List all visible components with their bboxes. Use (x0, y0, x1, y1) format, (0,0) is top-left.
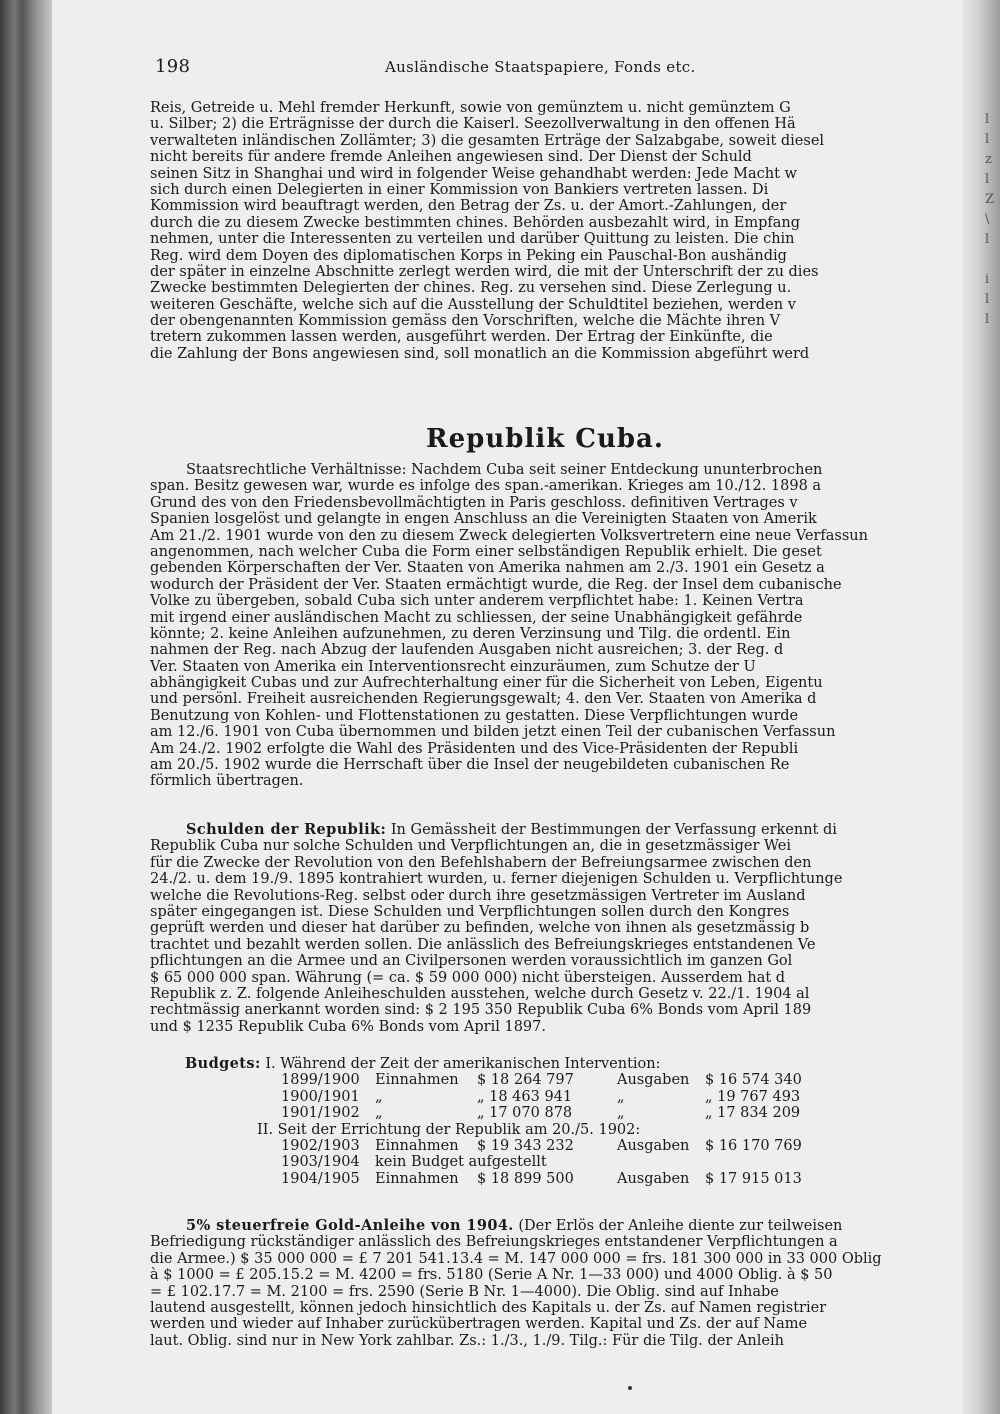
budget-ausgaben-amount: $ 16 574 340 (705, 1072, 802, 1089)
budget-table-ii (185, 1138, 935, 1187)
budget-year: 1902/1903 (281, 1137, 360, 1154)
text-line: trachtet und bezahlt werden sollen. Die anlässlich des Befreiungskrieges entstandenen Ve (150, 936, 816, 953)
text-line: durch die zu diesem Zwecke bestimmten chines. Behörden ausbezahlt wird, in Empfang (150, 214, 801, 231)
budget-ausgaben-label: Ausgaben (617, 1072, 690, 1089)
anleihe-first-line (150, 1218, 940, 1234)
text-line: rechtmässig anerkannt worden sind: $ 2 195 350 Republik Cuba 6% Bonds vom April 189 (150, 1002, 812, 1019)
text-line: könnte; 2. keine Anleihen aufzunehmen, zu deren Verzinsung und Tilg. die ordentl. Ein (150, 625, 791, 642)
ink-speck (628, 1386, 632, 1390)
text-line: à $ 1000 = £ 205.15.2 = M. 4200 = frs. 5180 (Serie A Nr. 1—33 000) und 4000 Oblig. à $ 50 (150, 1267, 833, 1284)
budget-einnahmen-label: Einnahmen (375, 1072, 459, 1089)
budget-row (185, 1072, 935, 1088)
text-line: sich durch einen Delegierten in einer Kommission von Bankiers vertreten lassen. Di (150, 181, 769, 198)
schulden-paragraph (150, 822, 940, 1035)
budget-ausgaben-label: Ausgaben (617, 1170, 690, 1187)
text-line: Republik Cuba nur solche Schulden und Verpflichtungen an, die in gesetzmässiger Wei (150, 838, 791, 855)
budget-row (185, 1138, 935, 1154)
text-line: und $ 1235 Republik Cuba 6% Bonds vom April 1897. (150, 1018, 546, 1035)
text-line: lautend ausgestellt, können jedoch hinsichtlich des Kapitals u. der Zs. auf Namen registrier (150, 1299, 827, 1316)
budget-einnahmen-label: „ (375, 1105, 383, 1122)
budget-year: 1899/1900 (281, 1072, 360, 1089)
budget-einnahmen-amount: $ 18 899 500 (477, 1170, 574, 1187)
budget-einnahmen-label: Einnahmen (375, 1170, 459, 1187)
budget-einnahmen-label: „ (375, 1088, 383, 1105)
text-line: der später in einzelne Abschnitte zerlegt werden wird, die mit der Unterschrift der zu dies (150, 263, 819, 280)
text-line: Befriedigung rückständiger anlässlich des Befreiungskrieges entstandener Verpflichtungen a (150, 1234, 838, 1251)
text-line: u. Silber; 2) die Erträgnisse der durch die Kaiserl. Seezollverwaltung in den offenen Hä (150, 116, 796, 133)
budgets-section-i: I. Während der Zeit der amerikanischen Intervention: (260, 1056, 661, 1072)
text-line: nahmen der Reg. nach Abzug der laufenden Ausgaben nicht ausreichen; 3. der Reg. d (150, 642, 784, 659)
budget-einnahmen-amount: „ 17 070 878 (477, 1105, 573, 1122)
text-line: mit irgend einer ausländischen Macht zu schliessen, der seine Unabhängigkeit gefährde (150, 609, 803, 626)
staatsrechtliche-paragraph (150, 462, 940, 790)
text-line: der obengenannten Kommission gemäss den Vorschriften, welche die Mächte ihren V (150, 313, 781, 330)
budget-row (185, 1089, 935, 1105)
text-line: wodurch der Präsident der Ver. Staaten ermächtigt wurde, die Reg. der Insel dem cubanische (150, 576, 842, 593)
facing-page-fragments: l l z l Z \ l i l l (985, 112, 995, 327)
text-line: nicht bereits für andere fremde Anleihen angewiesen sind. Der Dienst der Schuld (150, 149, 752, 166)
budgets-heading-line (185, 1056, 935, 1072)
budget-year: 1903/1904 (281, 1154, 360, 1171)
budget-year: 1900/1901 (281, 1088, 360, 1105)
budgets-section (185, 1056, 935, 1187)
budget-year: 1904/1905 (281, 1170, 360, 1187)
anleihe-first-line-text: (Der Erlös der Anleihe diente zur teilweisen (513, 1218, 843, 1234)
text-line: Ver. Staaten von Amerika ein Interventionsrecht einzuräumen, zum Schutze der U (150, 658, 756, 675)
china-loan-paragraph (150, 100, 940, 362)
budget-einnahmen-amount: „ 18 463 941 (477, 1088, 573, 1105)
budget-row (185, 1154, 935, 1170)
section-title: Republik Cuba. (426, 424, 664, 454)
text-line: später eingegangen ist. Diese Schulden und Verpflichtungen sollen durch den Kongres (150, 903, 790, 920)
text-line: welche die Revolutions-Reg. selbst oder durch ihre gesetzmässigen Vertreter im Ausland (150, 887, 806, 904)
schulden-first-line-text: In Gemässheit der Bestimmungen der Verfassung erkennt di (386, 822, 837, 838)
page-header (155, 56, 725, 80)
budget-table-i (185, 1072, 935, 1121)
budget-ausgaben-amount: $ 17 915 013 (705, 1170, 802, 1187)
text-line: Spanien losgelöst und gelangte in engen Anschluss an die Vereinigten Staaten von Amerik (150, 511, 817, 528)
text-line: abhängigkeit Cubas und zur Aufrechterhaltung einer für die Sicherheit von Leben, Eigentu (150, 675, 823, 692)
budget-row (185, 1171, 935, 1187)
text-line: weiteren Geschäfte, welche sich auf die Ausstellung der Schuldtitel beziehen, werden v (150, 296, 796, 313)
budget-ausgaben-amount: $ 16 170 769 (705, 1137, 802, 1154)
schulden-heading: Schulden der Republik: (186, 822, 387, 838)
text-line: verwalteten inländischen Zollämter; 3) die gesamten Erträge der Salzabgabe, soweit diesel (150, 132, 825, 149)
budget-ausgaben-amount: „ 17 834 209 (705, 1105, 801, 1122)
text-line: nehmen, unter die Interessenten zu verteilen und darüber Quittung zu leisten. Die chin (150, 231, 795, 248)
text-line: am 20./5. 1902 wurde die Herrschaft über die Insel der neugebildeten cubanischen Re (150, 757, 790, 774)
text-line: span. Besitz gewesen war, wurde es infolge des span.-amerikan. Krieges am 10./12. 1898 a (150, 478, 822, 495)
budget-einnahmen-label: kein Budget aufgestellt (375, 1154, 547, 1171)
budget-ausgaben-amount: „ 19 767 493 (705, 1088, 801, 1105)
anleihe-heading: 5% steuerfreie Gold-Anleihe von 1904. (186, 1218, 514, 1234)
text-line: angenommen, nach welcher Cuba die Form einer selbständigen Republik erhielt. Die geset (150, 543, 822, 560)
budget-einnahmen-label: Einnahmen (375, 1137, 459, 1154)
budget-ausgaben-label: Ausgaben (617, 1137, 690, 1154)
text-line: Volke zu übergeben, sobald Cuba sich unter anderem verpflichtet habe: 1. Keinen Vertra (150, 593, 804, 610)
budget-row (185, 1105, 935, 1121)
text-line: für die Zwecke der Revolution von den Befehlshabern der Befreiungsarmee zwischen den (150, 854, 812, 871)
text-line: pflichtungen an die Armee und an Civilpersonen werden voraussichtlich im ganzen Gol (150, 953, 793, 970)
text-line: Zwecke bestimmten Delegierten der chines. Reg. zu versehen sind. Diese Zerlegung u. (150, 280, 792, 297)
budgets-heading: Budgets: (185, 1055, 261, 1072)
budget-einnahmen-amount: $ 18 264 797 (477, 1072, 574, 1089)
page-number: 198 (155, 56, 191, 77)
text-line: 24./2. u. dem 19./9. 1895 kontrahiert wurden, u. ferner diejenigen Schulden u. Verpflichtunge (150, 871, 843, 888)
text-line: Grund des von den Friedensbevollmächtigten in Paris geschloss. definitiven Vertrages v (150, 494, 798, 511)
budget-ausgaben-label: „ (617, 1105, 625, 1122)
text-line: Kommission wird beauftragt werden, den Betrag der Zs. u. der Amort.-Zahlungen, der (150, 198, 787, 215)
text-line: werden und wieder auf Inhaber zurückübertragen werden. Kapital und Zs. der auf Name (150, 1316, 808, 1333)
text-line: $ 65 000 000 span. Währung (= ca. $ 59 000 000) nicht übersteigen. Ausserdem hat d (150, 969, 786, 986)
budgets-section-ii: II. Seit der Errichtung der Republik am 20./5. 1902: (257, 1121, 641, 1138)
text-line: Benutzung von Kohlen- und Flottenstationen zu gestatten. Diese Verpflichtungen wurde (150, 707, 799, 724)
text-line: und persönl. Freiheit ausreichenden Regierungsgewalt; 4. den Ver. Staaten von Amerika d (150, 691, 817, 708)
text-line: tretern zukommen lassen werden, ausgeführt werden. Der Ertrag der Einkünfte, die (150, 329, 773, 346)
text-line: Staatsrechtliche Verhältnisse: Nachdem Cuba seit seiner Entdeckung ununterbrochen (186, 462, 823, 478)
text-line: die Armee.) $ 35 000 000 = £ 7 201 541.13.4 = M. 147 000 000 = frs. 181 300 000 in 33 000 Oblig (150, 1250, 882, 1267)
running-head: Ausländische Staatspapiere, Fonds etc. (385, 58, 696, 76)
text-line: die Zahlung der Bons angewiesen sind, soll monatlich an die Kommission abgeführt werd (150, 345, 810, 362)
budget-einnahmen-amount: $ 19 343 232 (477, 1137, 574, 1154)
text-line: geprüft werden und dieser hat darüber zu befinden, welche von ihnen als gesetzmässig b (150, 920, 810, 937)
budget-year: 1901/1902 (281, 1105, 360, 1122)
text-line: Am 24./2. 1902 erfolgte die Wahl des Präsidenten und des Vice-Präsidenten der Republi (150, 740, 799, 757)
schulden-first-line (150, 822, 940, 838)
text-line: laut. Oblig. sind nur in New York zahlbar. Zs.: 1./3., 1./9. Tilg.: Für die Tilg. der Anleih (150, 1332, 784, 1349)
book-binding-shadow (0, 0, 52, 1414)
budget-ausgaben-label: „ (617, 1088, 625, 1105)
anleihe-paragraph (150, 1218, 940, 1349)
text-line: gebenden Körperschaften der Ver. Staaten von Amerika nahmen am 2./3. 1901 ein Gesetz a (150, 560, 825, 577)
text-line: Am 21./2. 1901 wurde von den zu diesem Zweck delegierten Volksvertretern eine neue Verfassun (150, 527, 868, 544)
text-line: Reis, Getreide u. Mehl fremder Herkunft, sowie von gemünztem u. nicht gemünztem G (150, 100, 791, 116)
text-line: am 12./6. 1901 von Cuba übernommen und bilden jetzt einen Teil der cubanischen Verfassun (150, 724, 836, 741)
text-line: = £ 102.17.7 = M. 2100 = frs. 2590 (Serie B Nr. 1—4000). Die Oblig. sind auf Inhabe (150, 1283, 779, 1300)
text-line: Reg. wird dem Doyen des diplomatischen Korps in Peking ein Pauschal-Bon aushändig (150, 247, 787, 264)
text-line: Republik z. Z. folgende Anleiheschulden ausstehen, welche durch Gesetz v. 22./1. 1904 al (150, 985, 810, 1002)
text-line: förmlich übertragen. (150, 773, 304, 790)
text-line: seinen Sitz in Shanghai und wird in folgender Weise gehandhabt werden: Jede Macht w (150, 165, 797, 182)
